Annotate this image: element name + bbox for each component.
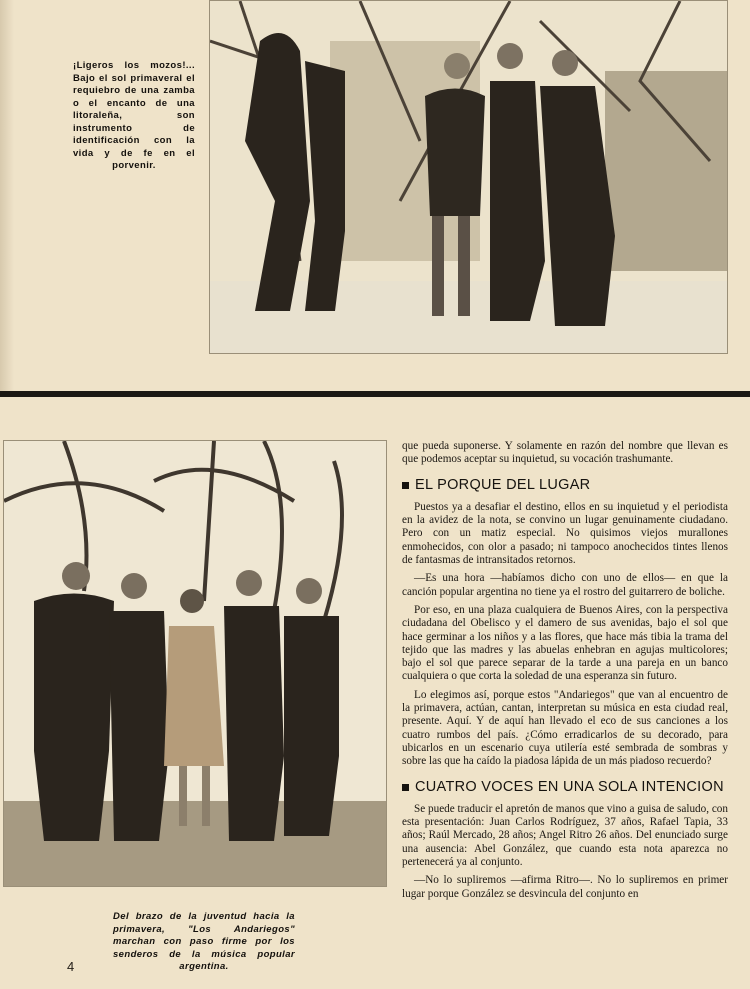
section-heading-text: EL PORQUE DEL LUGAR: [415, 476, 591, 493]
heading-bullet-icon: [402, 784, 409, 791]
bottom-photo-caption: Del brazo de la juventud hacia la primavera, "Los Andariegos" marchan con paso firme por los senderos de la música popular argentina.: [113, 911, 295, 972]
paragraph: —No lo supliremos —afirma Ritro—. No lo supliremos en primer lugar porque González se desvincula del conjunto en: [402, 874, 728, 900]
section-heading-text: CUATRO VOCES EN UNA SOLA INTENCION: [415, 778, 724, 795]
top-photo: [209, 0, 728, 354]
section-heading: [402, 476, 728, 493]
paragraph: Se puede traducir el apretón de manos que vino a guisa de saludo, con esta presentación: Juan Carlos Rodríguez, 37 años, Rafael Tapia, 33 años; Raúl Mercado, 28 años; Angel Ritro 26 años. Del enunciado surge una ausencia: Abel González, que cuando esta nota aparezca no pertenecerá ya al conjunto.: [402, 802, 728, 869]
article-intro: que pueda suponerse. Y solamente en razón del nombre que llevan es que podemos aceptar su inquietud, su vocación trashumante.: [402, 440, 728, 466]
paragraph: Puestos ya a desafiar el destino, ellos en su inquietud y el periodista en la avidez de la nota, se convino un lugar genuinamente ciudadano. Pero con un matiz especial. No quisimos viejos murallones enmohecidos, con olor a pasado; ni tampoco anochecidos tintes llenos de fantasmas de intransitados retornos.: [402, 500, 728, 567]
heading-bullet-icon: [402, 482, 409, 489]
paragraph: Por eso, en una plaza cualquiera de Buenos Aires, con la perspectiva ciudadana del Obelisco y el damero de sus avenidas, bajo el sol que hace germinar a los niños y a las flores, que hace más tibia la trama del tejido que las madres y las abuelas enhebran en agujas multicolores; bajo el sol que parece separar de la tarde a una pareja en un banco cualquiera o que corta la soledad de una esperanza sin futuro.: [402, 603, 728, 683]
page-edge-shadow: [0, 0, 14, 391]
section-heading: [402, 778, 728, 795]
top-photo-caption: ¡Ligeros los mozos!... Bajo el sol primaveral el requiebro de una zamba o el encanto de una litoraleña, son instrumento de identificación con la vida y de fe en el porvenir.: [73, 60, 195, 171]
page-number: 4: [67, 959, 75, 974]
paragraph: Lo elegimos así, porque estos "Andariegos" que van al encuentro de la primavera, actúan, cantan, interpretan su música en esta ciudad real, presente. Aquí. Y de aquí han llevado el eco de sus canciones a los cuatro rumbos del país. ¿Cómo erradicarlos de su decorado, para ubicarlos en un escenario cuya utilería esté sembrada de sombras y sobre las que ha caído la piadosa lápida de un más piadoso recuerdo?: [402, 688, 728, 768]
section-divider: [0, 391, 750, 397]
bottom-photo: [3, 440, 387, 887]
article-body: [402, 440, 728, 906]
paragraph: —Es una hora —habíamos dicho con uno de ellos— en que la canción popular argentina no tiene ya el rostro del guitarrero de boliche.: [402, 572, 728, 598]
